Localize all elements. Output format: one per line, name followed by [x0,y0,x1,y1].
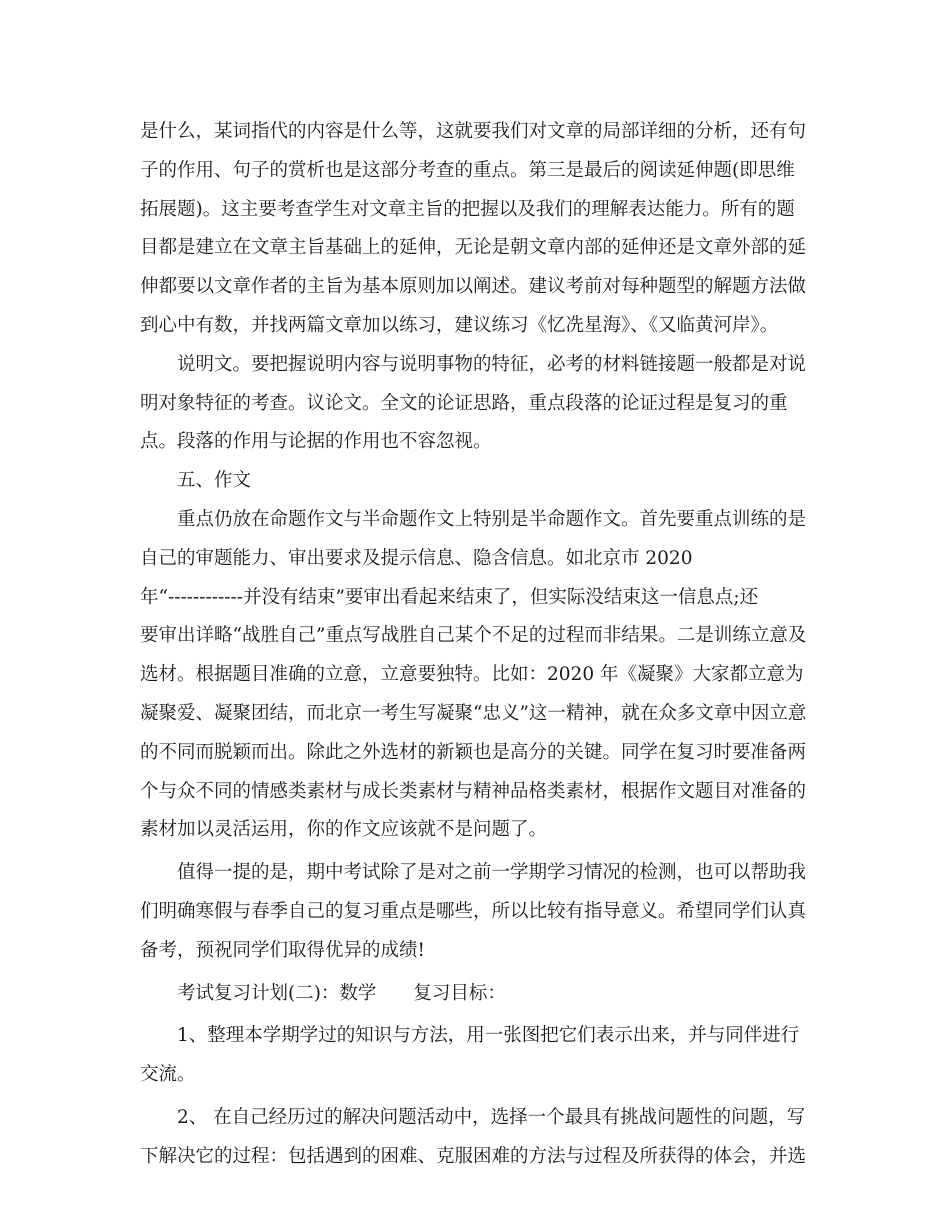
list-item-1-line: 1、整理本学期学过的知识与方法，用一张图把它们表示出来，并与同伴进行 [177,1025,800,1047]
text-line: 明对象特征的考查。议论文。全文的论证思路，重点段落的论证过程是复习的重 [140,392,788,414]
text-line: 到心中有数，并找两篇文章加以练习，建议练习《忆冼星海》、《又临黄河岸》。 [140,314,779,336]
paragraph-first-line: 值得一提的是，期中考试除了是对之前一学期学习情况的检测，也可以帮助我 [177,862,807,884]
text-line: 下解决它的过程：包括遇到的困难、克服困难的方法与过程及所获得的体会，并选 [140,1145,807,1167]
text-line: 的不同而脱颖而出。除此之外选材的新颖也是高分的关键。同学在复习时要准备两 [140,741,807,763]
text-line: 是什么，某词指代的内容是什么等，这就要我们对文章的局部详细的分析，还有句 [140,121,807,142]
list-item-2-line: 2、 在自己经历过的解决问题活动中，选择一个最具有挑战问题性的问题，写 [177,1106,806,1128]
text-line: 伸都要以文章作者的主旨为基本原则加以阐述。建议考前对每种题型的解题方法做 [140,276,807,298]
section-heading: 五、作文 [177,470,252,492]
section-heading: 考试复习计划(二)：数学 复习目标： [177,982,506,1004]
text-line: 选材。根据题目准确的立意，立意要独特。比如：2020 年《凝聚》大家都立意为 [140,664,804,686]
text-line: 交流。 [140,1064,196,1086]
text-line: 备考，预祝同学们取得优异的成绩! [140,939,425,961]
text-line: 自己的审题能力、审出要求及提示信息、隐含信息。如北京市 2020 [140,547,693,569]
text-line: 目都是建立在文章主旨基础上的延伸，无论是朝文章内部的延伸还是文章外部的延 [140,237,807,259]
text-line: 子的作用、句子的赏析也是这部分考查的重点。第三是最后的阅读延伸题(即思维 [140,159,795,181]
text-line: 要审出详略“战胜自己”重点写战胜自己某个不足的过程而非结果。二是训练立意及 [140,625,807,647]
text-line: 年“------------并没有结束”要审出看起来结束了，但实际没结束这一信息点;还 [140,586,759,608]
text-line: 个与众不同的情感类素材与成长类素材与精神品格类素材，根据作文题目对准备的 [140,780,807,802]
text-line: 点。段落的作用与论据的作用也不容忽视。 [140,431,492,453]
text-line: 拓展题)。这主要考查学生对文章主旨的把握以及我们的理解表达能力。所有的题 [140,198,795,220]
document-body [140,113,815,1177]
text-line: 凝聚爱、凝聚团结，而北京一考生写凝聚“忠义”这一精神，就在众多文章中因立意 [140,702,807,724]
paragraph-first-line: 重点仍放在命题作文与半命题作文上特别是半命题作文。首先要重点训练的是 [177,508,807,530]
paragraph-first-line: 说明文。要把握说明内容与说明事物的特征，必考的材料链接题一般都是对说 [177,353,807,375]
text-line: 们明确寒假与春季自己的复习重点是哪些，所以比较有指导意义。希望同学们认真 [140,900,807,922]
text-line: 素材加以灵活运用，你的作文应该就不是问题了。 [140,819,548,841]
